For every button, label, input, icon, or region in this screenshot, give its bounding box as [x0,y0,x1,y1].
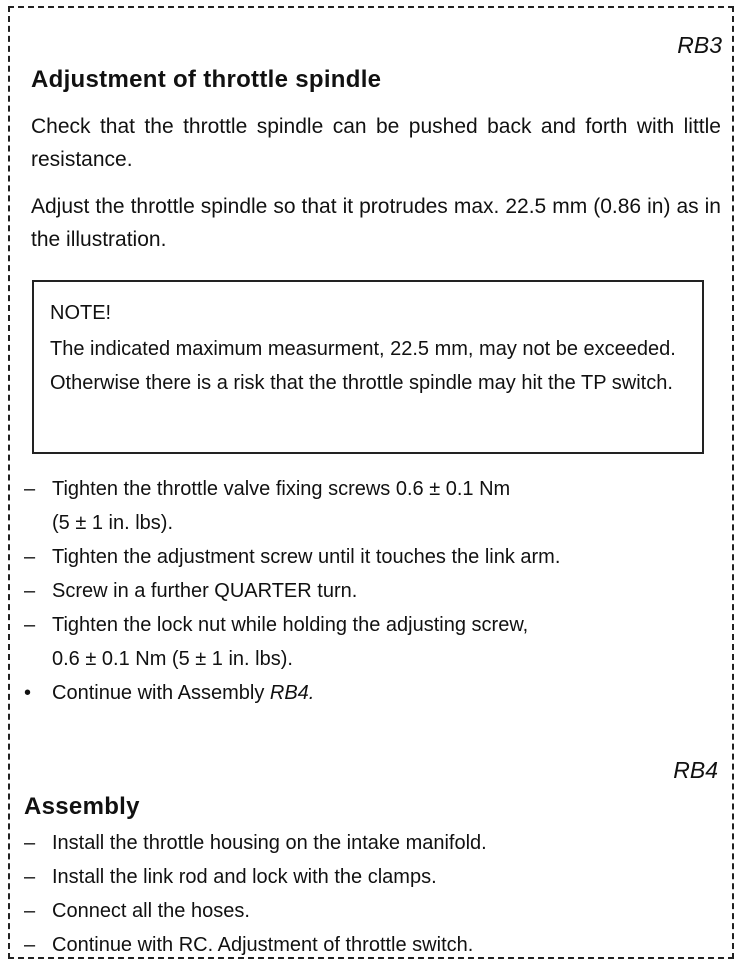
section-heading-rb3: Adjustment of throttle spindle [31,66,382,93]
step-text: Install the link rod and lock with the clamps. [52,866,437,888]
step-text: Connect all the hoses. [52,900,250,922]
section-code-rb3: RB3 [677,32,722,58]
list-item [24,676,724,710]
note-title: NOTE! [50,302,112,324]
dash-marker: – [24,478,36,500]
dash-marker: – [24,614,36,636]
step-text: Screw in a further QUARTER turn. [52,580,358,602]
step-text: Tighten the lock nut while holding the adjusting screw, [52,614,529,636]
note-body: The indicated maximum measurment, 22.5 mm, may not be exceeded. Otherwise there is a risk that the throttle spindle may hit the TP switch. [50,338,676,394]
step-text: Tighten the throttle valve fixing screws 0.6 ± 0.1 Nm [52,478,511,500]
dash-marker: – [24,546,36,568]
list-item [24,928,724,962]
dash-marker: – [24,866,36,888]
step-text: Install the throttle housing on the intake manifold. [52,832,487,854]
cross-reference-rb4: RB4. [269,682,315,704]
list-item [24,472,724,540]
step-text: Tighten the adjustment screw until it touches the link arm. [52,546,561,568]
dash-marker: – [24,900,36,922]
list-item [24,826,724,860]
list-item [24,608,724,676]
paragraph-adjust-spindle: Adjust the throttle spindle so that it protrudes max. 22.5 mm (0.86 in) as in the illustration. [31,195,721,251]
paragraph-check-spindle: Check that the throttle spindle can be pushed back and forth with little resistance. [31,115,721,171]
list-item [24,894,724,928]
step-text-continued: 0.6 ± 0.1 Nm (5 ± 1 in. lbs). [52,648,293,670]
step-text-continued: (5 ± 1 in. lbs). [52,512,174,534]
list-item [24,574,724,608]
rb4-step-list [24,826,724,962]
list-item [24,540,724,574]
rb3-step-list [24,472,724,710]
note-box [32,280,704,454]
dash-marker: – [24,832,36,854]
bullet-marker: • [24,682,32,704]
step-text: Continue with RC. Adjustment of throttle switch. [52,934,474,956]
list-item [24,860,724,894]
step-text: Continue with Assembly [52,682,270,704]
section-heading-rb4: Assembly [24,793,140,820]
dash-marker: – [24,580,36,602]
dash-marker: – [24,934,36,956]
section-code-rb4: RB4 [673,757,718,783]
